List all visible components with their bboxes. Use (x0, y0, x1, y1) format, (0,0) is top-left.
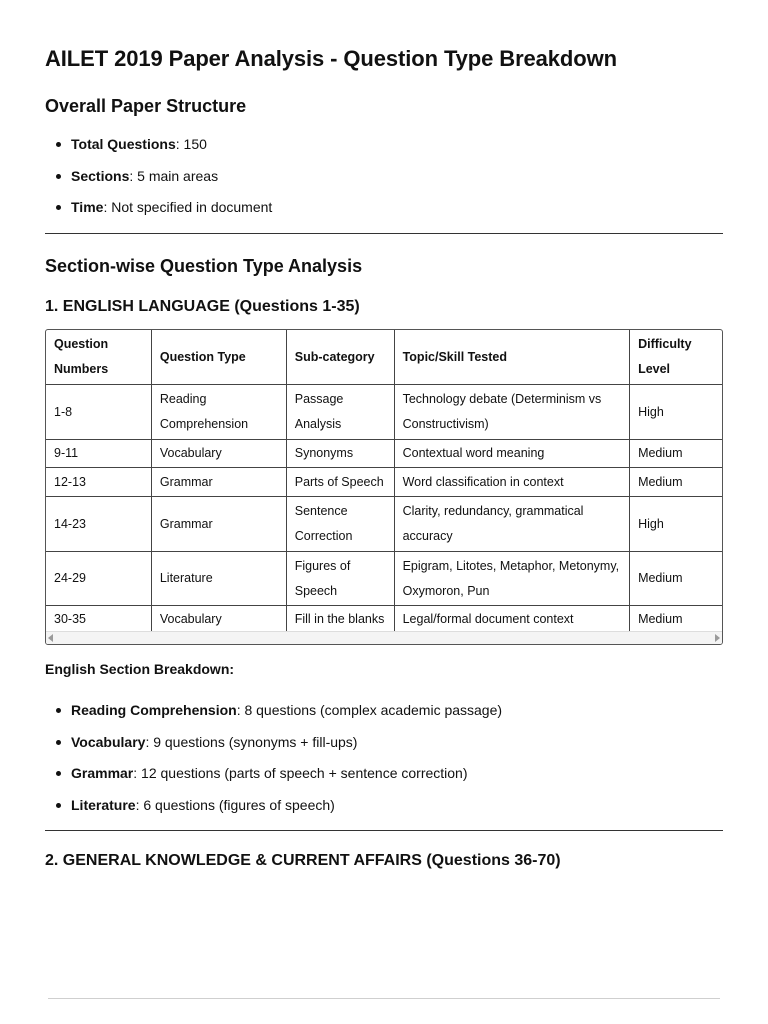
english-section-heading: 1. ENGLISH LANGUAGE (Questions 1-35) (45, 298, 360, 315)
item-label: Total Questions (71, 136, 176, 152)
section-analysis-heading: Section-wise Question Type Analysis (45, 256, 363, 276)
item-value: : Not specified in document (103, 199, 273, 216)
item-value: : 150 (175, 136, 207, 152)
list-item (45, 197, 723, 229)
table-row (46, 552, 722, 606)
table-cell: 1-8 (46, 385, 151, 440)
table-row (46, 440, 722, 468)
item-label: Grammar (71, 765, 134, 782)
page-title: AILET 2019 Paper Analysis - Question Type Breakdown (45, 46, 617, 71)
table-cell: Literature (151, 552, 286, 606)
item-label: Sections (71, 167, 130, 184)
table-cell: Synonyms (286, 440, 394, 468)
table-cell: Sentence Correction (286, 497, 394, 552)
english-breakdown-list (45, 700, 723, 826)
list-item (45, 732, 723, 764)
list-item (45, 795, 723, 827)
column-header: Sub-category (286, 330, 394, 385)
table-cell: Clarity, redundancy, grammatical accuracy (394, 497, 629, 552)
column-header: Difficulty Level (630, 330, 722, 385)
table-row (46, 606, 722, 633)
table-cell: Medium (630, 440, 722, 468)
table-cell: Vocabulary (151, 606, 286, 633)
table-cell: 9-11 (46, 440, 151, 468)
english-table-container[interactable] (45, 329, 723, 645)
item-label: Vocabulary (71, 733, 146, 750)
table-cell: Reading Comprehension (151, 385, 286, 440)
table-cell: Fill in the blanks (286, 606, 394, 633)
list-item (45, 700, 723, 732)
table-cell: Contextual word meaning (394, 440, 629, 468)
table-cell: 24-29 (46, 552, 151, 606)
table-row (46, 468, 722, 497)
english-question-table (46, 330, 722, 632)
table-row (46, 385, 722, 440)
table-cell: Medium (638, 611, 683, 626)
table-cell: Vocabulary (151, 440, 286, 468)
scroll-right-arrow-icon[interactable] (715, 634, 720, 642)
item-value: : 5 main areas (129, 167, 219, 184)
item-value: : 12 questions (parts of speech + sentence correction) (133, 765, 468, 782)
column-header: Question Numbers (46, 330, 151, 385)
table-cell: High (630, 385, 722, 440)
gk-section-heading: 2. GENERAL KNOWLEDGE & CURRENT AFFAIRS (Questions 36-70) (45, 852, 561, 869)
table-cell: Grammar (151, 497, 286, 552)
table-cell: 12-13 (46, 468, 151, 497)
divider (45, 233, 723, 234)
list-item (45, 166, 723, 198)
list-item (45, 763, 723, 795)
item-value: : 9 questions (synonyms + fill-ups) (145, 733, 358, 750)
table-cell: 30-35 (46, 606, 151, 633)
table-row (46, 497, 722, 552)
horizontal-scrollbar[interactable] (46, 631, 722, 644)
item-label: Reading Comprehension (71, 702, 237, 718)
table-cell: Word classification in context (394, 468, 629, 497)
divider (45, 830, 723, 831)
list-item (45, 134, 723, 166)
scroll-left-arrow-icon[interactable] (48, 634, 53, 642)
item-value: : 6 questions (figures of speech) (135, 796, 335, 813)
table-cell: Medium (630, 468, 722, 497)
item-value: : 8 questions (complex academic passage) (236, 702, 503, 718)
overall-structure-heading: Overall Paper Structure (45, 96, 247, 116)
overall-structure-list (45, 134, 723, 229)
item-label: Literature (71, 796, 136, 813)
column-header: Topic/Skill Tested (394, 330, 629, 385)
item-label: Time (71, 199, 104, 216)
table-cell: 14-23 (46, 497, 151, 552)
footer-divider (48, 998, 720, 999)
table-cell: Parts of Speech (286, 468, 394, 497)
table-cell: Figures of Speech (286, 552, 394, 606)
table-cell: Legal/formal document context (394, 606, 629, 633)
table-cell: Epigram, Litotes, Metaphor, Metonymy, Oxymoron, Pun (394, 552, 629, 606)
table-header-row (46, 330, 722, 385)
column-header: Question Type (151, 330, 286, 385)
table-cell: High (630, 497, 722, 552)
english-breakdown-heading: English Section Breakdown: (45, 661, 235, 677)
table-cell: Grammar (151, 468, 286, 497)
table-cell: Technology debate (Determinism vs Constructivism) (394, 385, 629, 440)
table-cell: Medium (630, 552, 722, 606)
table-cell: Passage Analysis (286, 385, 394, 440)
